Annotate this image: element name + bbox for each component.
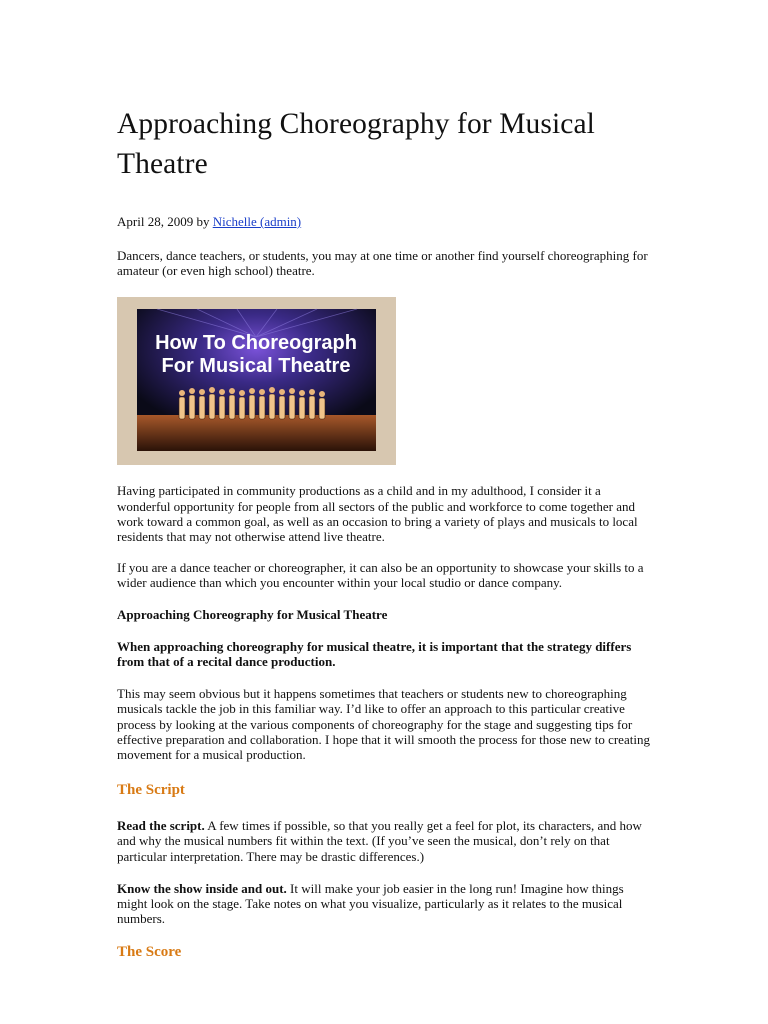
section-heading-script: The Script <box>117 782 185 799</box>
script-tip-2-bold: Know the show inside and out. <box>117 880 287 896</box>
intro-paragraph: Dancers, dance teachers, or students, you may at one time or another find yourself choreographing for amateur (or even high school) theatre. <box>117 248 648 279</box>
article-meta <box>117 214 652 230</box>
article-subheading: Approaching Choreography for Musical Theatre <box>117 606 388 622</box>
script-tip-2-text: It will make your job easier in the long run! Imagine how things might look on the stage. Take notes on what you visualize, particularly as it relates to the musical numbers. <box>117 880 624 927</box>
script-tip-2 <box>117 881 652 927</box>
body-paragraph-3: This may seem obvious but it happens sometimes that teachers or students new to choreographing musicals tackle the job in this familiar way. I’d like to offer an approach to this particular creative process by looking at the various components of choreography for the stage and suggesting tips for effective preparation and collaboration. I hope that it will smooth the process for those new to creating movement for a musical production. <box>117 686 650 763</box>
lead-paragraph: When approaching choreography for musical theatre, it is important that the strategy differs from that of a recital dance production. <box>117 638 632 670</box>
hero-image <box>117 297 396 465</box>
section-heading-score: The Score <box>117 944 182 961</box>
body-paragraph-1: Having participated in community productions as a child and in my adulthood, I consider it a wonderful opportunity for people from all sectors of the public and workforce to come together and work toward a common goal, as well as an occasion to bring a variety of plays and musicals to local residents that may not otherwise attend live theatre. <box>117 483 638 545</box>
post-date: April 28, 2009 <box>117 214 194 229</box>
article <box>117 104 652 961</box>
script-tip-1-bold: Read the script. <box>117 818 205 834</box>
author-link[interactable]: Nichelle (admin) <box>212 214 302 229</box>
article-title: Approaching Choreography for Musical Theatre <box>117 108 595 180</box>
hero-caption-line2: For Musical Theatre <box>161 355 351 378</box>
hero-caption-line1: How To Choreograph <box>155 332 357 355</box>
hero-image-art <box>117 297 396 465</box>
body-paragraph-2: If you are a dance teacher or choreographer, it can also be an opportunity to showcase your skills to a wider audience than which you encounter within your local studio or dance company. <box>117 560 644 591</box>
script-tip-1-text: A few times if possible, so that you really get a feel for plot, its characters, and how and why the musical numbers fit within the text. (If you’ve seen the musical, don’t rely on that particular interpretation. There may be drastic differences.) <box>117 818 642 864</box>
byline-word: by <box>196 214 210 229</box>
script-tip-1 <box>117 818 652 864</box>
